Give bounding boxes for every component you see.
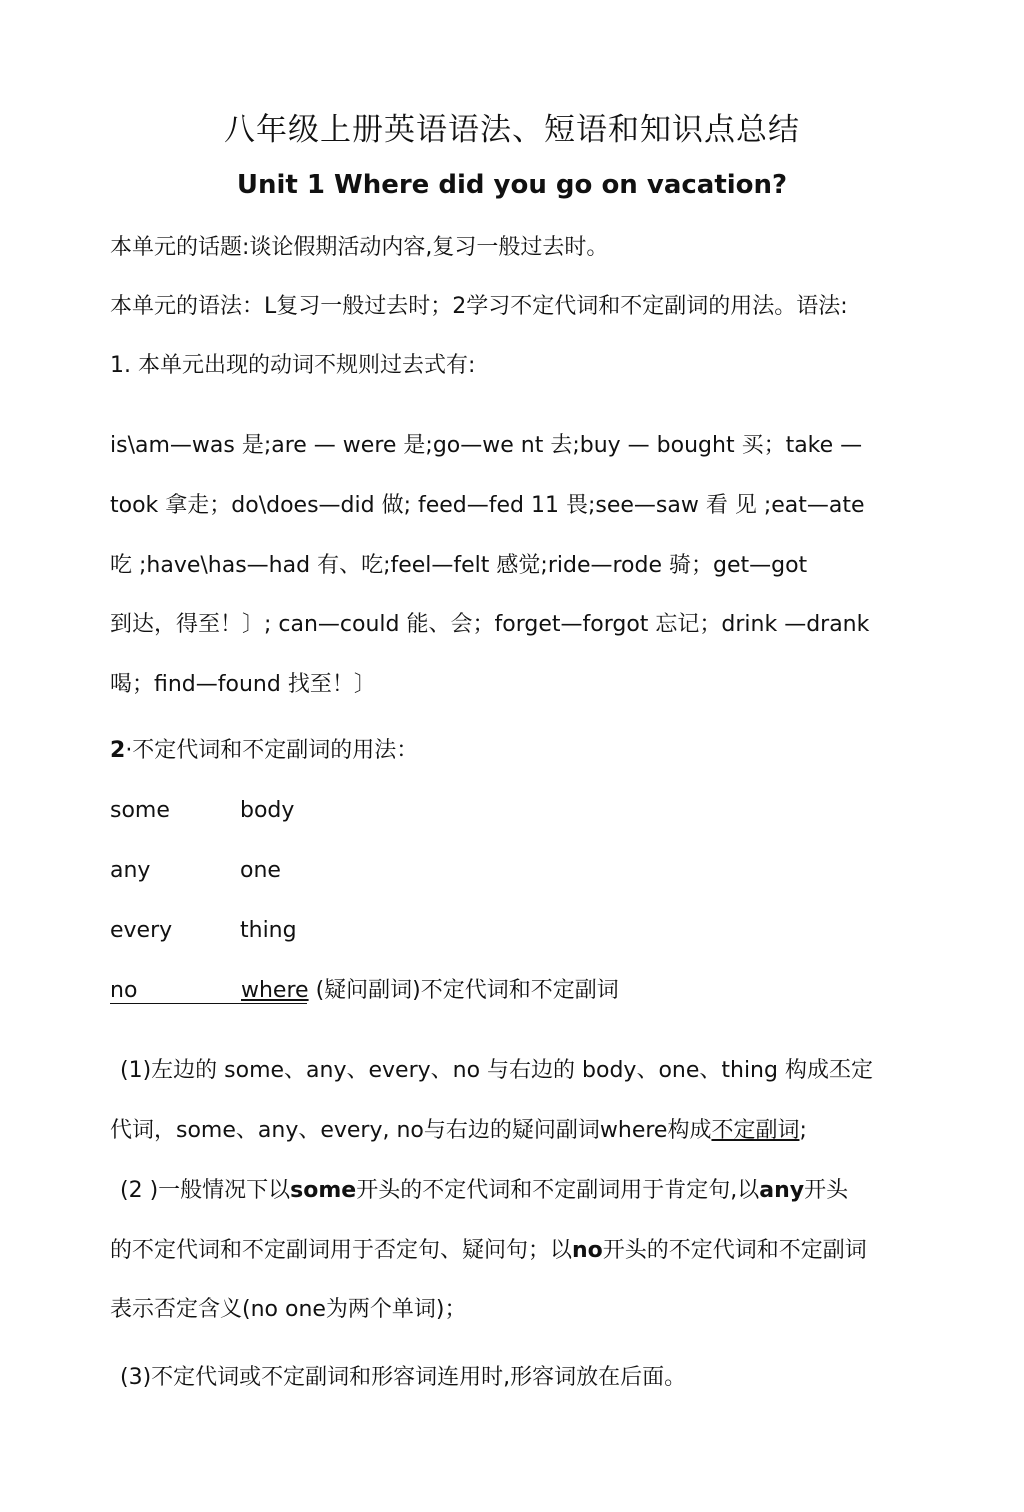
underlined-term: 不定副词 bbox=[711, 1118, 800, 1143]
keyword-no: no bbox=[572, 1238, 603, 1263]
rule-1-line-2 bbox=[110, 1118, 807, 1144]
rule-text: 开头 bbox=[804, 1178, 849, 1203]
table-row bbox=[110, 858, 281, 884]
rule-2-line-2 bbox=[110, 1238, 867, 1264]
prefix-word: every bbox=[110, 918, 173, 943]
section1-heading: 1. 本单元出现的动词不规则过去式有: bbox=[110, 353, 476, 378]
verb-line: 到达，得至！〕; can—could 能、会；forget—forgot 忘记；drink —drank bbox=[110, 612, 870, 637]
row-note: (疑问副词)不定代词和不定副词 bbox=[308, 978, 619, 1003]
rule-text: 开头的不定代词和不定副词 bbox=[602, 1238, 867, 1263]
keyword-some: some bbox=[290, 1178, 357, 1203]
intro-grammar: 本单元的语法：L复习一般过去时；2学习不定代词和不定副词的用法。语法: bbox=[110, 294, 848, 319]
suffix-word: thing bbox=[240, 918, 297, 943]
rule-text: 开头的不定代词和不定副词用于肯定句,以 bbox=[356, 1178, 760, 1203]
section2-heading bbox=[110, 738, 418, 764]
rule-text: (2 )一般情况下以 bbox=[120, 1178, 291, 1203]
suffix-word: body bbox=[240, 798, 295, 823]
prefix-word: no bbox=[110, 978, 138, 1003]
table-row-last-right bbox=[241, 978, 619, 1004]
section2-number: 2 bbox=[110, 738, 126, 763]
underline-rule bbox=[110, 1003, 307, 1004]
rule-3: (3)不定代词或不定副词和形容词连用时,形容词放在后面。 bbox=[120, 1365, 687, 1390]
rule-text: ; bbox=[799, 1118, 807, 1143]
document-title: 八年级上册英语语法、短语和知识点总结 bbox=[224, 112, 800, 148]
table-row bbox=[110, 798, 295, 824]
rule-text: 代词，some、any、every, no与右边的疑问副词where构成 bbox=[110, 1118, 712, 1143]
unit-heading: Unit 1 Where did you go on vacation? bbox=[236, 170, 788, 200]
verb-line: took 拿走；do\does—did 做; feed—fed 11 畏;see—saw 看 见 ;eat—ate bbox=[110, 493, 865, 518]
section2-heading-text: ·不定代词和不定副词的用法： bbox=[125, 738, 419, 763]
rule-1-line-1: (1)左边的 some、any、every、no 与右边的 body、one、thing 构成丕定 bbox=[120, 1058, 873, 1083]
intro-topic: 本单元的话题:谈论假期活动内容,复习一般过去时。 bbox=[110, 235, 609, 260]
rule-2-line-3: 表示否定含义(no one为两个单词)； bbox=[110, 1297, 467, 1322]
verb-line: 喝；find—found 找至！〕 bbox=[110, 672, 376, 697]
prefix-word: some bbox=[110, 798, 170, 823]
rule-2-line-1 bbox=[120, 1178, 848, 1204]
suffix-word: one bbox=[240, 858, 281, 883]
table-row bbox=[110, 918, 297, 944]
keyword-any: any bbox=[759, 1178, 805, 1203]
rule-text: 的不定代词和不定副词用于否定句、疑问句；以 bbox=[110, 1238, 573, 1263]
suffix-word: where bbox=[241, 978, 309, 1003]
verb-line: 吃 ;have\has—had 有、吃;feel—felt 感觉;ride—rode 骑；get—got bbox=[110, 553, 808, 578]
verb-line: is\am—was 是;are — were 是;go—we nt 去;buy — bought 买；take — bbox=[110, 433, 863, 458]
prefix-word: any bbox=[110, 858, 151, 883]
